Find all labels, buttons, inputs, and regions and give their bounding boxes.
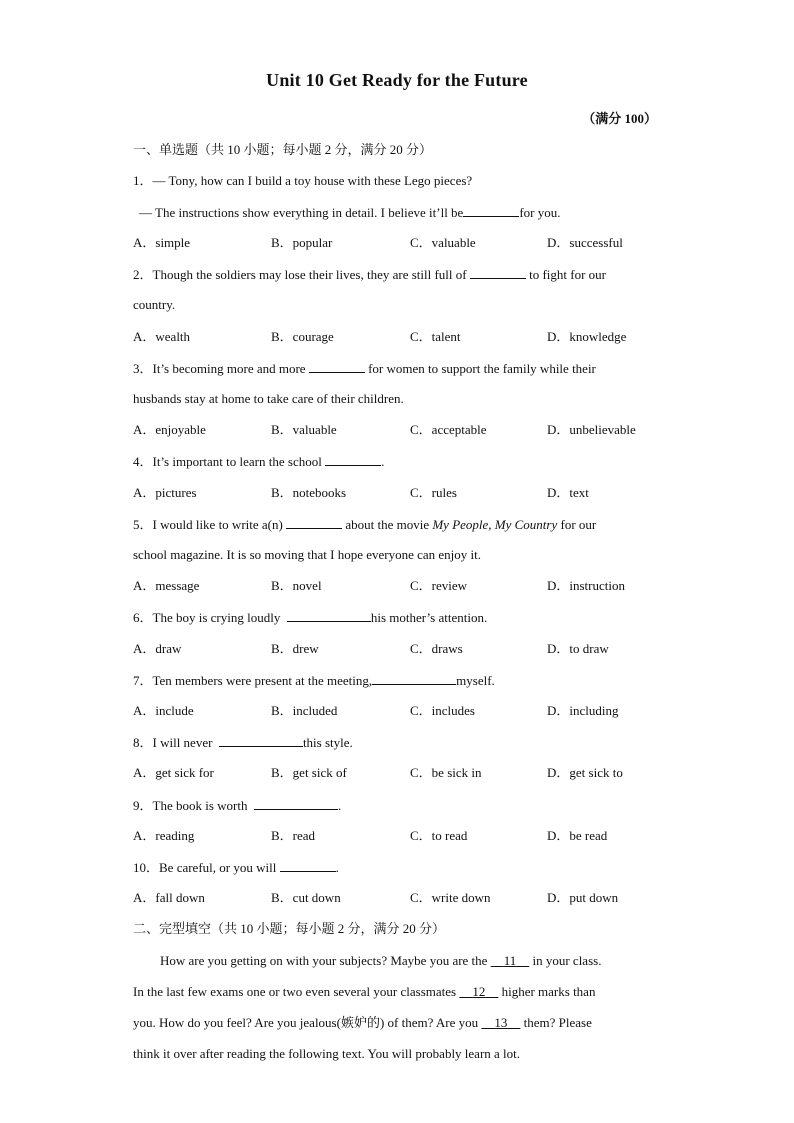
blank-13: 13 <box>494 1015 508 1030</box>
option-d: D．knowledge <box>547 329 627 344</box>
question-10-stem: 10．Be careful, or you will . <box>133 860 339 875</box>
option-b: B．notebooks <box>271 485 347 500</box>
option-c: C．includes <box>410 703 475 718</box>
answer-blank <box>372 672 456 685</box>
passage-line-2: In the last few exams one or two even several your classmates 12 higher marks than <box>133 984 596 999</box>
option-b: B．get sick of <box>271 765 347 780</box>
question-1-stem: 1．— Tony, how can I build a toy house with these Lego pieces? <box>133 173 473 188</box>
question-5-stem-line-2: school magazine. It is so moving that I hope everyone can enjoy it. <box>133 547 482 562</box>
option-c: C．acceptable <box>410 422 487 437</box>
option-b: B．read <box>271 828 316 843</box>
answer-blank <box>287 609 371 622</box>
option-d: D．instruction <box>547 578 625 593</box>
section-1-heading: 一、单选题（共 10 小题；每小题 2 分，满分 20 分） <box>133 142 433 157</box>
question-1-stem-line-2: — The instructions show everything in detail. I believe it’ll be for you. <box>139 205 561 220</box>
passage-line-1: How are you getting on with your subjects? Maybe you are the 11 in your class. <box>160 953 602 968</box>
passage-line-3: you. How do you feel? Are you jealous(嫉妒的) of them? Are you 13 them? Please <box>133 1015 592 1030</box>
answer-blank <box>325 453 381 466</box>
full-score-label: （满分 100） <box>582 111 657 126</box>
option-c: C．valuable <box>410 235 476 250</box>
option-d: D．put down <box>547 890 619 905</box>
question-9-stem: 9．The book is worth . <box>133 798 342 813</box>
option-c: C．rules <box>410 485 457 500</box>
option-d: D．including <box>547 703 619 718</box>
option-a: A．message <box>133 578 200 593</box>
blank-12: 12 <box>472 984 486 999</box>
option-b: B．valuable <box>271 422 337 437</box>
option-a: A．wealth <box>133 329 191 344</box>
option-d: D．to draw <box>547 641 609 656</box>
option-c: C．talent <box>410 329 461 344</box>
option-b: B．popular <box>271 235 333 250</box>
passage-line-4: think it over after reading the following text. You will probably learn a lot. <box>133 1046 521 1061</box>
option-b: B．cut down <box>271 890 341 905</box>
option-d: D．successful <box>547 235 623 250</box>
option-b: B．novel <box>271 578 322 593</box>
option-a: A．fall down <box>133 890 205 905</box>
option-c: C．review <box>410 578 468 593</box>
option-a: A．simple <box>133 235 191 250</box>
option-c: C．to read <box>410 828 468 843</box>
option-a: A．enjoyable <box>133 422 206 437</box>
question-7-stem: 7．Ten members were present at the meeting, myself. <box>133 673 495 688</box>
option-b: B．courage <box>271 329 334 344</box>
section-2-heading: 二、完型填空（共 10 小题；每小题 2 分，满分 20 分） <box>133 921 446 936</box>
answer-blank <box>219 734 303 747</box>
option-d: D．text <box>547 485 589 500</box>
answer-blank <box>309 360 365 373</box>
option-a: A．draw <box>133 641 182 656</box>
question-2-stem-line-2: country. <box>133 297 176 312</box>
option-a: A．get sick for <box>133 765 214 780</box>
option-d: D．be read <box>547 828 608 843</box>
option-a: A．include <box>133 703 194 718</box>
answer-blank <box>463 204 519 217</box>
option-b: B．included <box>271 703 338 718</box>
option-c: C．draws <box>410 641 463 656</box>
answer-blank <box>286 516 342 529</box>
option-d: D．get sick to <box>547 765 623 780</box>
option-d: D．unbelievable <box>547 422 636 437</box>
page-title: Unit 10 Get Ready for the Future <box>266 70 528 90</box>
answer-blank <box>254 797 338 810</box>
question-3-stem-line-2: husbands stay at home to take care of their children. <box>133 391 404 406</box>
answer-blank <box>470 266 526 279</box>
question-4-stem: 4．It’s important to learn the school . <box>133 454 385 469</box>
option-c: C．write down <box>410 890 491 905</box>
option-a: A．reading <box>133 828 195 843</box>
option-b: B．drew <box>271 641 319 656</box>
question-2-stem: 2．Though the soldiers may lose their lives, they are still full of to fight for our <box>133 267 607 282</box>
question-5-stem: 5．I would like to write a(n) about the movie My People, My Country for our <box>133 517 597 532</box>
option-c: C．be sick in <box>410 765 482 780</box>
question-3-stem: 3．It’s becoming more and more for women to support the family while their <box>133 361 596 376</box>
blank-11: 11 <box>503 953 517 968</box>
question-6-stem: 6．The boy is crying loudly his mother’s attention. <box>133 610 488 625</box>
option-a: A．pictures <box>133 485 197 500</box>
question-8-stem: 8．I will never this style. <box>133 735 353 750</box>
answer-blank <box>280 859 336 872</box>
